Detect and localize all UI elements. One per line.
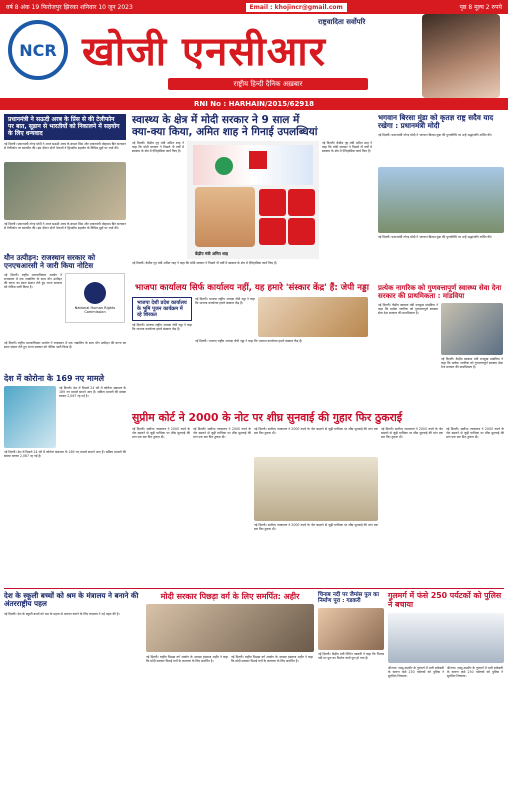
amit-shah-photo [195, 187, 255, 247]
main-body-col3: नई दिल्ली। केंद्रीय गृह मंत्री अमित शाह ने कहा कि मोदी सरकार ने पिछले नौ वर्षों में स्वास्थ्य के क्षेत्र में ऐतिहासिक कार्य किए हैं। [322, 141, 372, 154]
top-info-bar [0, 0, 508, 14]
bjp-body-bottom: नई दिल्ली। भाजपा राष्ट्रीय अध्यक्ष जेपी नड्डा ने कहा कि भाजपा कार्यालय हमारे संस्कार केंद्र हैं। [195, 338, 303, 343]
main-story [132, 114, 372, 275]
tagline-sub: राष्ट्रीय हिन्दी दैनिक अख़बार [168, 78, 368, 90]
bottom4-body-col2: श्रीनगर। जम्मू-कश्मीर के गुलमर्ग में भारी बर्फबारी के कारण फंसे 250 पर्यटकों को पुलिस ने सुरक्षित निकाला। [447, 665, 503, 678]
sc-story [132, 412, 504, 587]
issue-info: वर्ष 8 अंक 19 फिरोजपुर झिरका शनिवार 10 जून 2023 [6, 4, 133, 11]
left-story1-body-cont: नई दिल्ली। प्रधानमंत्री नरेन्द्र मोदी ने आज सऊदी अरब के क्राउन प्रिंस और प्रधानमंत्री मोहम्मद बिन सलमान से टेलीफोन पर बातचीत की। इस दौरान दोनों नेताओं ने द्विपक्षीय सहयोग के विभिन्न मुद्दों पर चर्चा की। [4, 221, 126, 230]
bottom3-headline[interactable]: चिनाब नदी पर जैमांस पुल का निर्माण पूरा : गडकरी [318, 592, 379, 605]
bottom1-body: नई दिल्ली। देश के स्कूली बच्चों को श्रम के महत्व से अवगत कराने के लिए मंत्रालय ने नई पहल की है। [4, 611, 120, 616]
bottom2-headline[interactable]: मोदी सरकार पिछड़ा वर्ग के लिए समर्पित: अहीर [160, 592, 300, 601]
bjp-headline[interactable]: भाजपा कार्यालय सिर्फ कार्यालय नहीं, यह हमारे 'संस्कार केंद्र' हैं: जेपी नड्डा [135, 283, 369, 293]
health-headline[interactable]: प्रत्येक नागरिक को गुणवत्तापूर्ण स्वास्थ्य सेवा देना सरकार की प्राथमिकता : मांडविया [378, 284, 502, 301]
sc-headline[interactable]: सुप्रीम कोर्ट ने 2000 के नोट पर शीघ्र सुनवाई की गुहार फिर ठुकराई [132, 411, 403, 424]
bottom4-body-col1: श्रीनगर। जम्मू-कश्मीर के गुलमर्ग में भारी बर्फबारी के कारण फंसे 250 पर्यटकों को पुलिस ने सुरक्षित निकाला। [388, 665, 444, 678]
right-story1-body-cont: नई दिल्ली। प्रधानमंत्री नरेन्द्र मोदी ने भगवान बिरसा मुंडा की पुण्यतिथि पर उन्हें श्रद्धांजलि अर्पित की। [378, 234, 492, 239]
bjp-story [132, 284, 372, 421]
heart-icon [259, 189, 286, 216]
left-story3-headline[interactable]: देश में कोरोना के 169 नए मामले [4, 374, 105, 384]
birsa-munda-photo [378, 167, 504, 233]
stethoscope-icon [288, 218, 315, 245]
left-story1-headline[interactable]: प्रधानमंत्री ने सऊदी अरब के प्रिंस से की टेलीफोन पर बात, सूडान से भारतीयों को निकालने में सहयोग के लिए धन्यवाद [4, 114, 126, 140]
left-column [4, 114, 126, 526]
left-story1-body: नई दिल्ली। प्रधानमंत्री नरेन्द्र मोदी ने आज सऊदी अरब के क्राउन प्रिंस और प्रधानमंत्री मोहम्मद बिन सलमान से टेलीफोन पर बातचीत की। इस दौरान दोनों नेताओं ने द्विपक्षीय सहयोग के विभिन्न मुद्दों पर चर्चा की। [4, 141, 126, 150]
bjp-body-col2: नई दिल्ली। भाजपा राष्ट्रीय अध्यक्ष जेपी नड्डा ने कहा कि भाजपा कार्यालय हमारे संस्कार केंद्र हैं। [195, 296, 255, 305]
main-headline-line2[interactable]: क्या-क्या किया, अमित शाह ने गिनाई उपलब्धियां [132, 126, 318, 139]
sc-body-col1: नई दिल्ली। सर्वोच्च न्यायालय ने 2000 रुपये के नोट बदलने से जुड़ी याचिका पर शीघ्र सुनवाई की मांग एक बार फिर ठुकरा दी। [132, 427, 190, 440]
bottom4-headline[interactable]: गुलमर्ग में फंसे 250 पर्यटकों को पुलिस ने बचाया [388, 591, 502, 609]
nhrc-logo [65, 273, 125, 323]
nhrc-emblem-icon [84, 282, 106, 304]
nadda-photo [258, 297, 368, 337]
health-body-col1: नई दिल्ली। केंद्रीय स्वास्थ्य मंत्री मनसुख मांडविया ने कहा कि प्रत्येक नागरिक को गुणवत्तापूर्ण स्वास्थ्य सेवा देना सरकार की प्राथमिकता है। [378, 303, 438, 316]
sc-body-col2: नई दिल्ली। सर्वोच्च न्यायालय ने 2000 रुपये के नोट बदलने से जुड़ी याचिका पर शीघ्र सुनवाई की मांग एक बार फिर ठुकरा दी। [193, 427, 251, 440]
mandaviya-photo [441, 303, 503, 355]
left-story2-headline[interactable]: यौन उत्पीड़न: राजस्थान सरकार को एनएचआरसी ने जारी किया नोटिस [4, 252, 96, 270]
sc-body-col4: नई दिल्ली। सर्वोच्च न्यायालय ने 2000 रुपये के नोट बदलने से जुड़ी याचिका पर शीघ्र सुनवाई की मांग एक बार फिर ठुकरा दी। [381, 427, 443, 440]
main-photo-caption: केंद्रीय मंत्री अमित शाह [195, 251, 229, 257]
masthead-photo [422, 14, 500, 98]
covid-photo [4, 386, 56, 448]
left-story3-body-cont: नई दिल्ली। देश में पिछले 24 घंटे में कोरोना संक्रमण के 169 नए मामले सामने आए हैं। सक्रिय मामलों की संख्या घटकर 2,067 रह गई है। [4, 450, 126, 459]
hospital-icon [288, 189, 315, 216]
medical-cross-icon [249, 151, 267, 169]
bottom2-body-col1: नई दिल्ली। राष्ट्रीय पिछड़ा वर्ग आयोग के अध्यक्ष हंसराज अहीर ने कहा कि मोदी सरकार पिछड़े वर्गों के कल्याण के लिए समर्पित है। [146, 655, 228, 664]
sc-body-col3b: नई दिल्ली। सर्वोच्च न्यायालय ने 2000 रुपये के नोट बदलने से जुड़ी याचिका पर शीघ्र सुनवाई की मांग एक बार फिर ठुकरा दी। [254, 523, 378, 532]
main-body-col1: नई दिल्ली। केंद्रीय गृह मंत्री अमित शाह ने कहा कि मोदी सरकार ने पिछले नौ वर्षों में स्वास्थ्य के क्षेत्र में ऐतिहासिक कार्य किए हैं। [132, 141, 184, 154]
logo-text: NCR [19, 40, 57, 60]
left-story3-body: नई दिल्ली। देश में पिछले 24 घंटे में कोरोना संक्रमण के 169 नए मामले सामने आए हैं। सक्रिय मामलों की संख्या घटकर 2,067 रह गई है। [59, 386, 126, 399]
bjp-body-col1: नई दिल्ली। भाजपा राष्ट्रीय अध्यक्ष जेपी नड्डा ने कहा कि भाजपा कार्यालय हमारे संस्कार केंद्र हैं। [132, 322, 192, 331]
main-graphic [187, 141, 319, 259]
ncr-logo [8, 20, 68, 80]
supreme-court-photo [254, 457, 378, 521]
bottom-story3 [318, 592, 384, 780]
bottom-story4 [388, 592, 504, 786]
rni-number: RNI No : HARHAIN/2015/62918 [0, 98, 508, 110]
health-story [378, 284, 504, 423]
bottom-story2 [146, 592, 314, 775]
left-story2-body-cont: नई दिल्ली। राष्ट्रीय मानवाधिकार आयोग ने राजस्थान में एक नाबालिग के साथ यौन उत्पीड़न की घटना का स्वतः संज्ञान लेते हुए राज्य सरकार को नोटिस जारी किया है। [4, 341, 126, 350]
health-icon-grid [259, 189, 315, 245]
gadkari-photo [318, 608, 384, 650]
sc-body-col5: नई दिल्ली। सर्वोच्च न्यायालय ने 2000 रुपये के नोट बदलने से जुड़ी याचिका पर शीघ्र सुनवाई की मांग एक बार फिर ठुकरा दी। [446, 427, 504, 440]
bottom1-headline[interactable]: देश के स्कूली बच्चों को श्रम के मंत्रालय ने बनाने की अंतरराष्ट्रीय पहल [4, 591, 139, 609]
pill-icon [259, 218, 286, 245]
main-body-bottom: नई दिल्ली। केंद्रीय गृह मंत्री अमित शाह ने कहा कि मोदी सरकार ने पिछले नौ वर्षों में स्वास्थ्य के क्षेत्र में ऐतिहासिक कार्य किए हैं। [132, 261, 278, 266]
right-story1-headline[interactable]: भगवान बिरसा मुंडा को कृतज्ञ राष्ट्र सदैव याद रखेगा : प्रधानमंत्री मोदी [378, 113, 494, 131]
health-body-col2: नई दिल्ली। केंद्रीय स्वास्थ्य मंत्री मनसुख मांडविया ने कहा कि प्रत्येक नागरिक को गुणवत्तापूर्ण स्वास्थ्य सेवा देना सरकार की प्राथमिकता है। [441, 357, 503, 370]
ayushman-logo-icon [215, 157, 233, 175]
tagline-top: राष्ट्रवादिता सर्वोपरि [318, 18, 366, 26]
left-story2-body: नई दिल्ली। राष्ट्रीय मानवाधिकार आयोग ने राजस्थान में एक नाबालिग के साथ यौन उत्पीड़न की घटना का स्वतः संज्ञान लेते हुए राज्य सरकार को नोटिस जारी किया है। [4, 273, 62, 290]
right-story1 [378, 114, 504, 291]
left-story1-photo [4, 162, 126, 220]
page-price: पृष्ठ 8 मूल्य 2 रुपये [459, 4, 502, 11]
bottom3-body: नई दिल्ली। केंद्रीय मंत्री नितिन गडकरी ने कहा कि चिनाब नदी पर पुल का निर्माण कार्य पूरा हो गया है। [318, 651, 384, 660]
bottom2-body-col2: नई दिल्ली। राष्ट्रीय पिछड़ा वर्ग आयोग के अध्यक्ष हंसराज अहीर ने कहा कि मोदी सरकार पिछड़े वर्गों के कल्याण के लिए समर्पित है। [231, 655, 313, 664]
main-headline-line1[interactable]: स्वास्थ्य के क्षेत्र में मोदी सरकार ने 9 साल में [132, 114, 300, 126]
bottom-divider [4, 588, 504, 589]
sc-body-col3: नई दिल्ली। सर्वोच्च न्यायालय ने 2000 रुपये के नोट बदलने से जुड़ी याचिका पर शीघ्र सुनवाई की मांग एक बार फिर ठुकरा दी। [254, 427, 378, 436]
ahir-photo [146, 604, 314, 652]
email-link[interactable]: Email : khojincr@gmail.com [246, 3, 347, 12]
gulmarg-snow-photo [388, 613, 504, 663]
right-story1-body: नई दिल्ली। प्रधानमंत्री नरेन्द्र मोदी ने भगवान बिरसा मुंडा की पुण्यतिथि पर उन्हें श्रद्धांजलि अर्पित की। [378, 132, 492, 137]
masthead [0, 14, 508, 98]
bjp-subhead: भाजपा देशी प्रदेश कार्यालय के भूमि पूजन कार्यक्रम में रहे शिरकत [132, 297, 192, 321]
newspaper-title: खोजी एनसीआर [82, 28, 327, 75]
bottom-story1 [4, 592, 142, 788]
nhrc-caption: National Human Rights Commission [74, 306, 116, 315]
